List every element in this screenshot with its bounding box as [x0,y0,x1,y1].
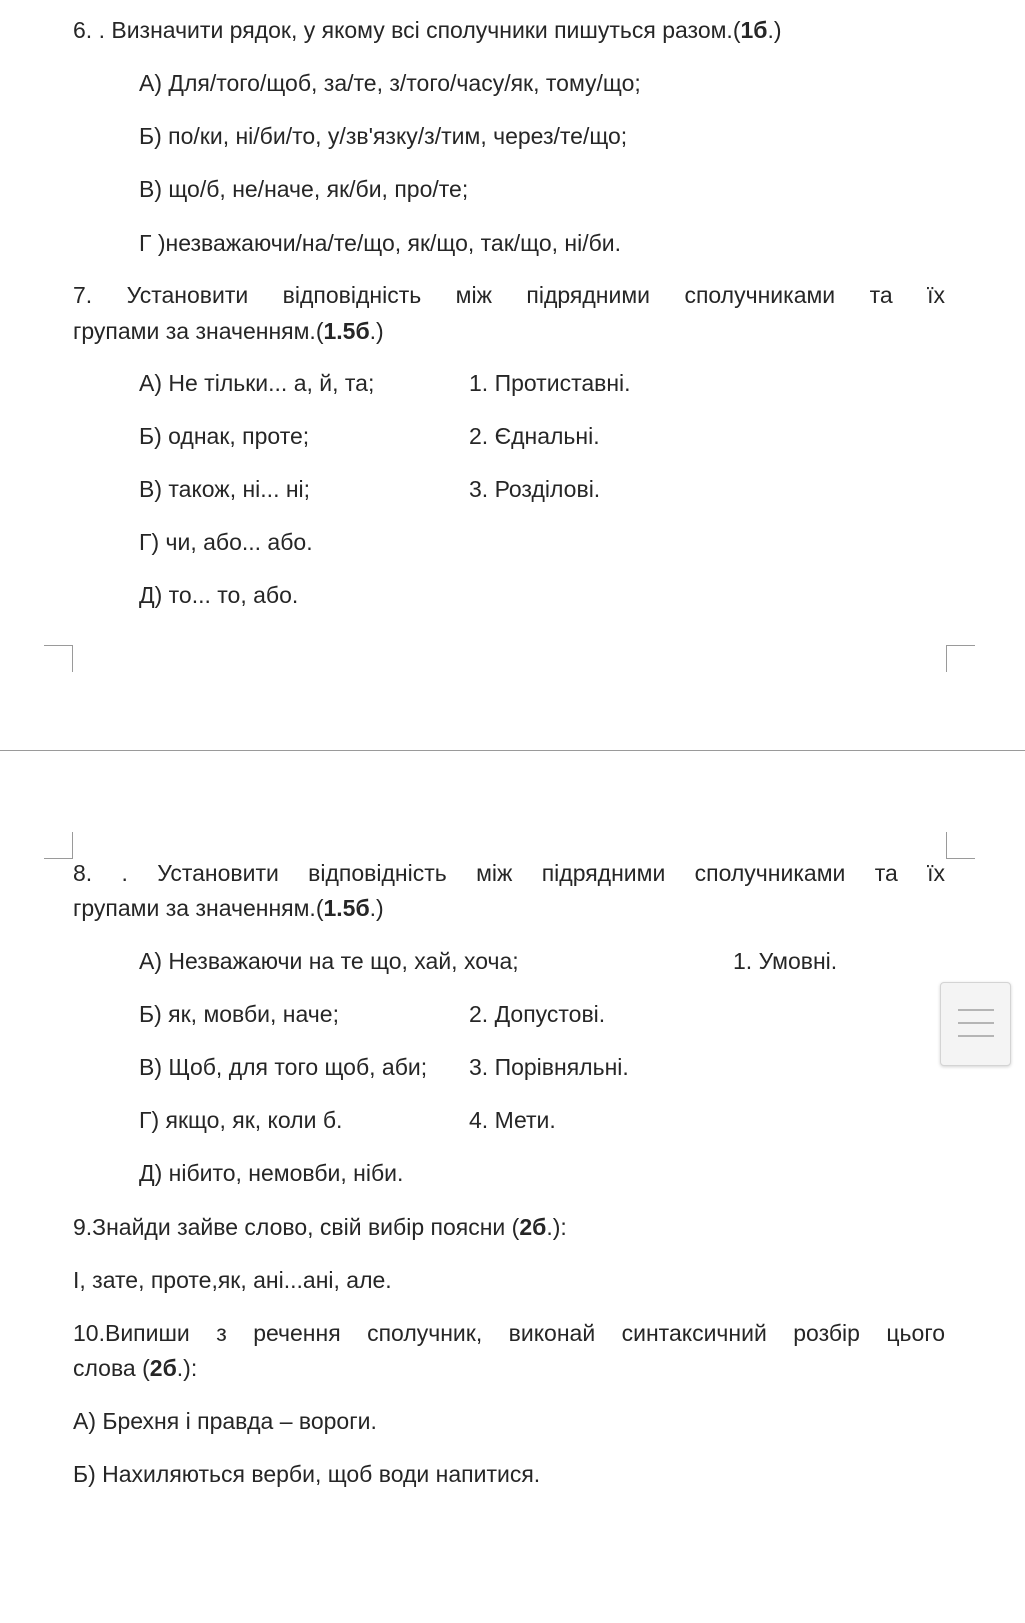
q6-points: 1б [740,17,768,43]
q8-title-line2 [73,893,384,923]
q7-right-item: 3. Розділові. [469,476,601,502]
page-corner-mark [44,645,73,672]
q9-points: 2б [519,1214,547,1240]
q6-title-end: .) [767,17,782,43]
q7-left-item: А) Не тільки... а, й, та; [139,370,375,396]
q8-points: 1.5б [323,895,370,921]
q10-sentence-b: Б) Нахиляються верби, щоб води напитися. [73,1461,541,1487]
page-corner-mark [946,645,975,672]
q8-title-end: .) [369,895,384,921]
q10-title-text: слова ( [73,1355,150,1381]
page-corner-mark [946,832,975,859]
q8-title-line1: 8. . Установити відповідність між підрядними сполучниками та їх [73,860,945,886]
q9-title-text: 9.Знайди зайве слово, свій вибір поясни ( [73,1214,520,1240]
page-break-divider [0,750,1025,751]
q7-left-item: Г) чи, або... або. [139,529,313,555]
page-corner-mark [44,832,73,859]
q8-right-item: 3. Порівняльні. [469,1054,629,1080]
q7-left-item: В) також, ні... ні; [139,476,311,502]
q7-points: 1.5б [323,318,370,344]
q8-left-item: Г) якщо, як, коли б. [139,1107,343,1133]
q6-option-a: А) Для/того/щоб, за/те, з/того/часу/як, тому/що; [139,70,641,96]
q10-title-line1: 10.Випиши з речення сполучник, виконай синтаксичний розбір цього [73,1320,945,1346]
q8-left-item: А) Незважаючи на те що, хай, хоча; [139,948,519,974]
q9-words: І, зате, проте,як, ані...ані, але. [73,1267,392,1293]
q6-option-v: В) що/б, не/наче, як/би, про/те; [139,176,469,202]
q8-left-item: Д) нібито, немовби, ніби. [139,1160,404,1186]
q7-left-item: Д) то... то, або. [139,582,299,608]
q7-title-line2 [73,316,384,346]
q9-title [73,1212,567,1242]
q6-option-b: Б) по/ки, ні/би/то, у/зв'язку/з/тим, через/те/що; [139,123,628,149]
q8-left-item: В) Щоб, для того щоб, аби; [139,1054,428,1080]
q10-title-end: .): [176,1355,198,1381]
q7-left-item: Б) однак, проте; [139,423,310,449]
q8-right-item: 2. Допустові. [469,1001,606,1027]
q7-title-text: групами за значенням.( [73,318,324,344]
q8-title-text: групами за значенням.( [73,895,324,921]
q7-right-item: 1. Протиставні. [469,370,631,396]
q9-title-end: .): [546,1214,567,1240]
q8-right-item: 4. Мети. [469,1107,556,1133]
q6-option-g: Г )незважаючи/на/те/що, як/що, так/що, ні/би. [139,230,622,256]
q10-title-line2 [73,1353,197,1383]
q6-title-text: 6. . Визначити рядок, у якому всі сполучники пишуться разом.( [73,17,741,43]
q8-left-item: Б) як, мовби, наче; [139,1001,339,1027]
q10-sentence-a: А) Брехня і правда – вороги. [73,1408,377,1434]
q6-title [73,15,782,45]
q7-title-line1: 7. Установити відповідність між підрядними сполучниками та їх [73,282,945,308]
menu-button[interactable] [940,982,1011,1066]
q8-right-item: 1. Умовні. [733,948,838,974]
q7-title-end: .) [369,318,384,344]
q10-points: 2б [149,1355,177,1381]
q7-right-item: 2. Єднальні. [469,423,600,449]
